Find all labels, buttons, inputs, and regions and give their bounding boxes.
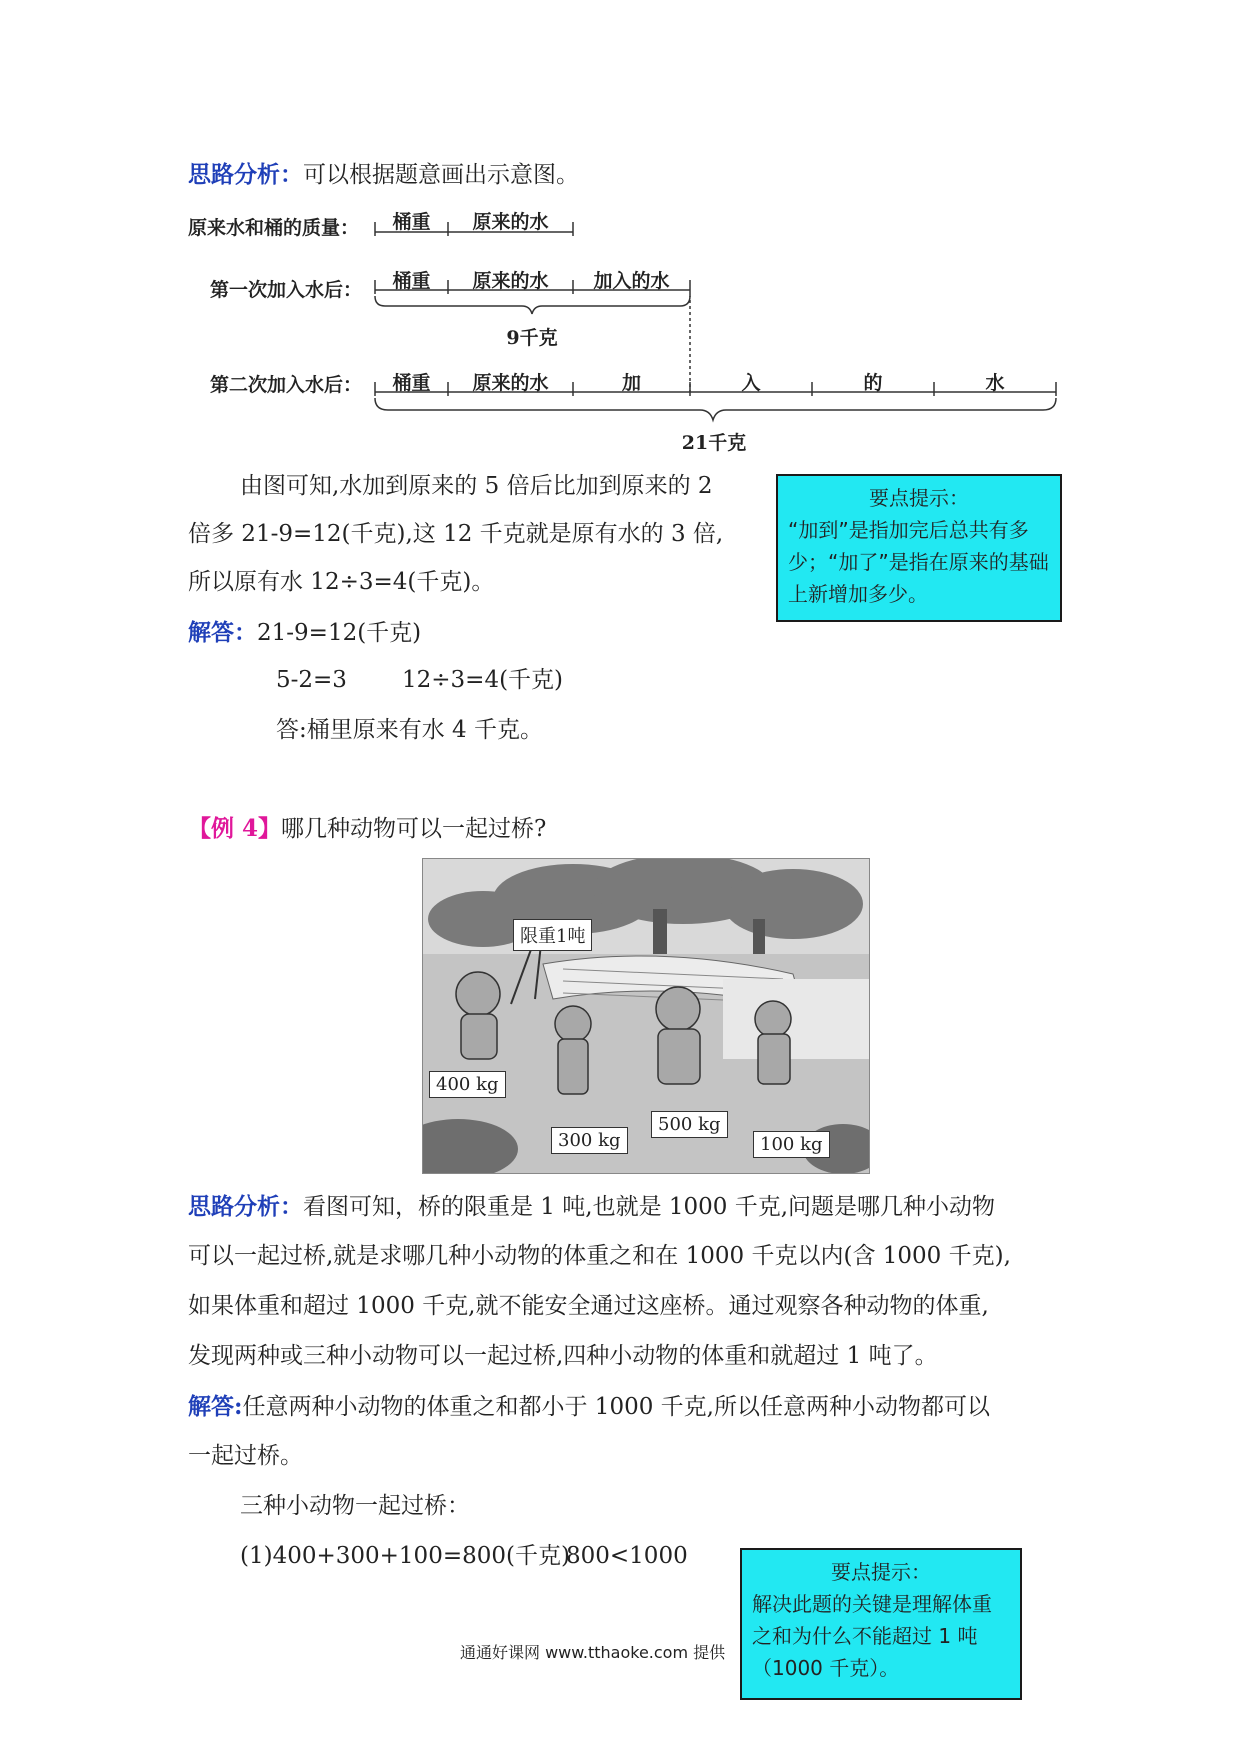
answer-line-2a: 5-2=3 (276, 667, 347, 693)
weight-limit-sign: 限重1吨 (513, 919, 592, 951)
weight-label-deer: 100 kg (753, 1131, 830, 1158)
tip-box-1 (776, 474, 1062, 622)
explain-line-3: 所以原有水 12÷3=4(千克)。 (188, 569, 495, 595)
footer-text: 通通好课网 www.tthaoke.com 提供 (460, 1643, 726, 1662)
analysis2-text-1: 看图可知，桥的限重是 1 吨,也就是 1000 千克,问题是哪几种小动物 (303, 1194, 996, 1220)
row2-label: 第一次加入水后： (210, 279, 363, 301)
row3-seg-water: 原来的水 (472, 372, 549, 394)
example-question: 哪几种动物可以一起过桥? (281, 816, 547, 842)
explain-line-2: 倍多 21-9=12(千克),这 12 千克就是原有水的 3 倍, (188, 521, 724, 547)
row3-seg-add-2: 入 (741, 372, 761, 394)
example-tag: 【例 4】 (188, 815, 282, 842)
tip-title: 要点提示： (869, 486, 969, 510)
scene-illustration (423, 859, 869, 1173)
answer2-line-1 (188, 1392, 990, 1423)
row1-label: 原来水和桶的质量： (188, 217, 360, 239)
tip-body: “加到”是指加完后总共有多少；“加了”是指在原来的基础上新增加多少。 (788, 518, 1049, 606)
three-animals-calc-1: (1)400+300+100=800(千克) (240, 1543, 570, 1569)
row3-seg-add-1: 加 (621, 372, 641, 394)
row3-seg-add-3: 的 (863, 372, 883, 394)
analysis-label: 思路分析： (188, 161, 303, 188)
animals-bridge-picture (422, 858, 870, 1174)
analysis2-line-3: 如果体重和超过 1000 千克,就不能安全通过这座桥。通过观察各种动物的体重, (188, 1293, 989, 1319)
tip2-title: 要点提示： (831, 1560, 931, 1584)
answer2-line-2: 一起过桥。 (188, 1443, 303, 1469)
answer-line-3: 答:桶里原来有水 4 千克。 (276, 717, 544, 743)
answer-text-1: 21-9=12(千克) (257, 620, 422, 646)
analysis2-label: 思路分析： (188, 1193, 303, 1220)
total-9kg: 9千克 (506, 327, 558, 349)
analysis2-line-2: 可以一起过桥,就是求哪几种小动物的体重之和在 1000 千克以内(含 1000 千克), (188, 1243, 1011, 1269)
answer2-text-1: 任意两种小动物的体重之和都小于 1000 千克,所以任意两种小动物都可以 (242, 1394, 990, 1420)
analysis2-line-4: 发现两种或三种小动物可以一起过桥,四种小动物的体重和就超过 1 吨了。 (188, 1343, 938, 1369)
answer-line-2b: 12÷3=4(千克) (402, 667, 564, 693)
row2-seg-water: 原来的水 (472, 270, 549, 292)
row3-label: 第二次加入水后： (210, 374, 363, 396)
answer2-label: 解答: (188, 1393, 243, 1420)
tip-box-2 (740, 1548, 1022, 1700)
row1-seg-bucket: 桶重 (392, 211, 431, 233)
answer-label: 解答： (188, 619, 257, 646)
row1-seg-water: 原来的水 (472, 211, 549, 233)
analysis2-line-1 (188, 1192, 995, 1223)
bar-diagram (0, 0, 1240, 460)
analysis-text: 可以根据题意画出示意图。 (303, 162, 579, 188)
weight-label-bear: 400 kg (429, 1071, 506, 1098)
weight-label-cow: 500 kg (651, 1111, 728, 1138)
row3-seg-bucket: 桶重 (392, 372, 431, 394)
weight-label-zebra: 300 kg (551, 1127, 628, 1154)
total-21kg: 21千克 (681, 432, 747, 454)
tip2-body: 解决此题的关键是理解体重之和为什么不能超过 1 吨（1000 千克）。 (752, 1592, 992, 1680)
three-animals-compare-1: 800<1000 (566, 1543, 688, 1569)
example4-heading (188, 814, 546, 845)
three-animals-heading: 三种小动物一起过桥： (240, 1493, 470, 1519)
explain-line-1: 由图可知,水加到原来的 5 倍后比加到原来的 2 (240, 473, 713, 499)
answer-line-1 (188, 618, 421, 649)
row2-seg-added: 加入的水 (593, 270, 670, 292)
row3-seg-add-4: 水 (985, 372, 1005, 394)
row2-seg-bucket: 桶重 (392, 270, 431, 292)
